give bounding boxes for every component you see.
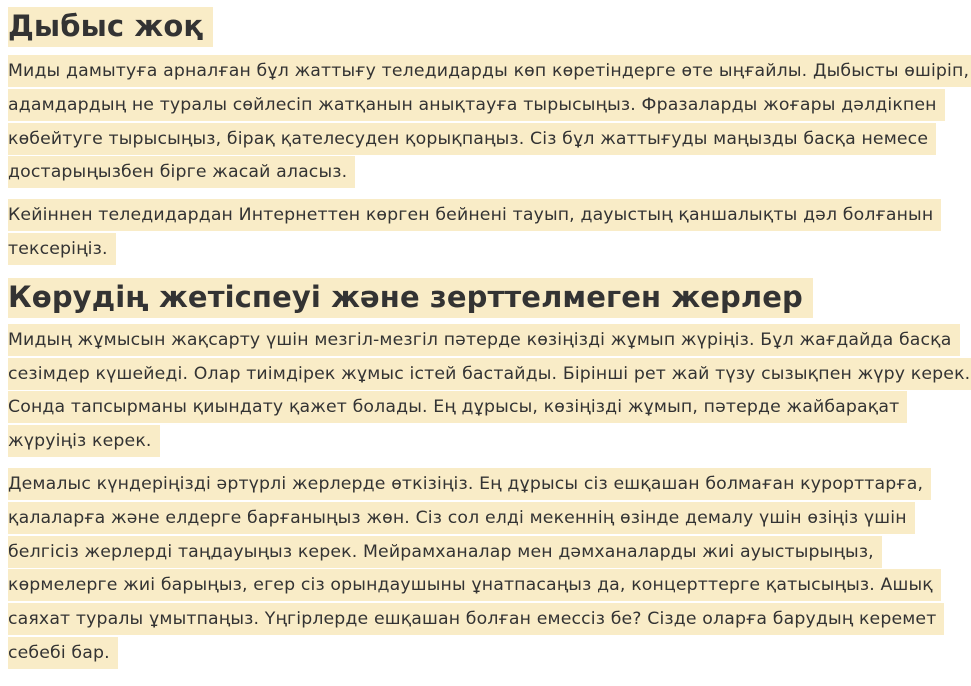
section-heading-text: Дыбыс жоқ	[8, 7, 213, 47]
paragraph	[8, 55, 971, 190]
paragraph-text: Миды дамытуға арналған бұл жаттығу теледидарды көп көретіндерге өте ыңғайлы. Дыбысты өшіріп, адамдардың не туралы сөйлесіп жатқанын анықтауға тырысыңыз. Фразаларды жоғары дәлдікпен көбейтуге тырысыңыз, бірақ қателесуден қорықпаңыз. Сіз бұл жаттығуды маңызды басқа немесе достарыңызбен бірге жасай аласыз.	[8, 55, 971, 188]
paragraph-text: Кейіннен теледидардан Интернеттен көрген бейнені тауып, дауыстың қаншалықты дәл болғанын тексеріңіз.	[8, 199, 941, 265]
paragraph-text: Демалыс күндеріңізді әртүрлі жерлерде өткізіңіз. Ең дұрысы сіз ешқашан болмаған курорттарға, қалаларға және елдерге барғаныңыз жөн. Сіз сол елді мекеннің өзінде демалу үшін өзіңіз үшін белгісіз жерлерді таңдауыңыз керек. Мейрамханалар мен дәмханаларды жиі ауыстырыңыз, көрмелерге жиі барыңыз, егер сіз орындаушыны ұнатпасаңыз да, концерттерге қатысыңыз. Ашық саяхат туралы ұмытпаңыз. Үңгірлерде ешқашан болған емессіз бе? Сізде оларға барудың керемет себебі бар.	[8, 468, 944, 669]
section-heading-text: Көрудің жетіспеуі және зерттелмеген жерлер	[8, 278, 813, 318]
section-heading-vision-loss	[8, 280, 971, 314]
paragraph	[8, 468, 971, 671]
paragraph	[8, 324, 971, 459]
section-heading-no-sound	[8, 0, 971, 43]
paragraph-text: Мидың жұмысын жақсарту үшін мезгіл-мезгіл пәтерде көзіңізді жұмып жүріңіз. Бұл жағдайда басқа сезімдер күшейеді. Олар тиімдірек жұмыс істей бастайды. Бірінші рет жай түзу сызықпен жүру керек. Сонда тапсырманы қиындату қажет болады. Ең дұрысы, көзіңізді жұмып, пәтерде жайбарақат жүруіңіз керек.	[8, 324, 971, 457]
paragraph	[8, 199, 971, 267]
